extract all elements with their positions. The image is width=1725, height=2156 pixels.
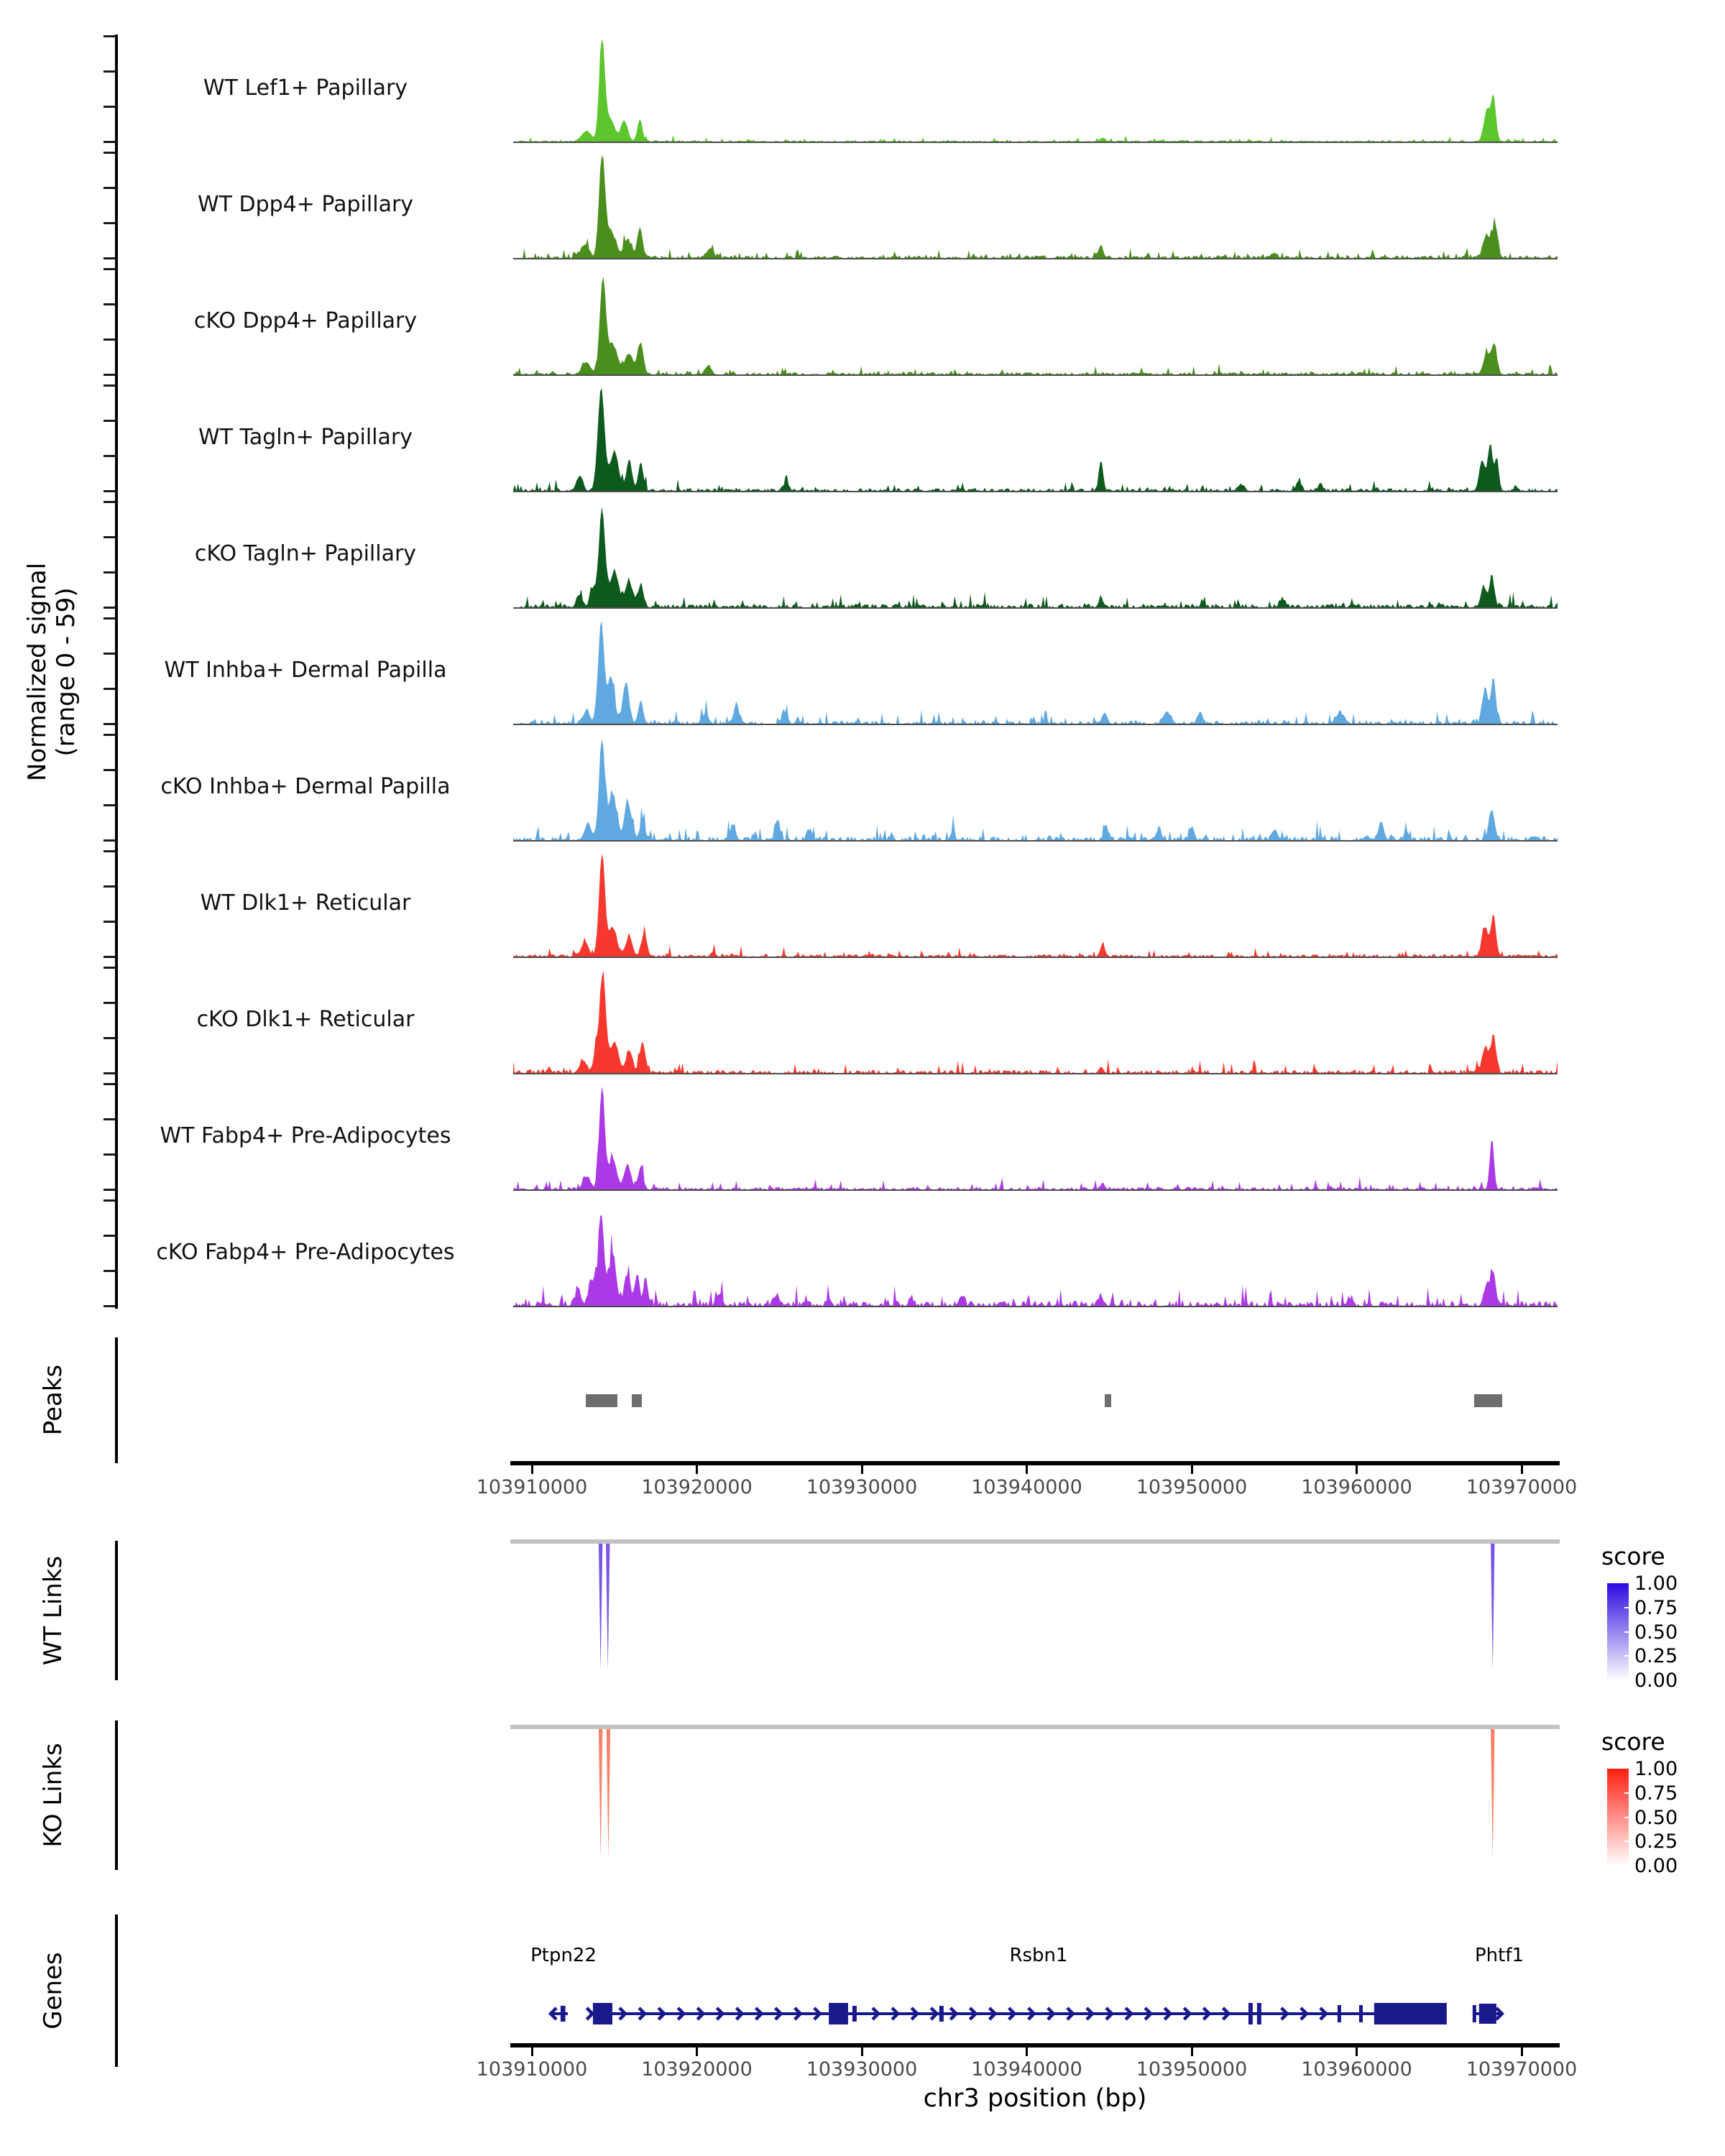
y-axis-tick <box>104 839 116 842</box>
y-axis-tick <box>104 688 116 690</box>
genome-tick-label: 103930000 <box>806 2058 918 2081</box>
links-spikes <box>513 1729 1558 1864</box>
y-axis-tick <box>104 303 116 305</box>
track-label: cKO Dpp4+ Papillary <box>193 308 418 333</box>
links-spikes <box>513 1544 1558 1674</box>
genome-axis-tick <box>696 1465 698 1474</box>
y-axis-tick <box>104 187 116 189</box>
y-axis-tick <box>104 1083 116 1085</box>
track-label: WT Lef1+ Papillary <box>203 75 408 101</box>
coverage-track-signal <box>513 1084 1558 1191</box>
y-axis-tick <box>104 1199 116 1202</box>
y-axis-tick <box>104 734 116 736</box>
score-legend-notch <box>1624 1792 1629 1794</box>
peaks-section-label: Peaks <box>39 1364 68 1436</box>
y-axis-tick <box>104 1118 116 1120</box>
genome-tick-label: 103960000 <box>1301 2058 1412 2081</box>
wt-links-axis-bar <box>115 1541 118 1680</box>
track-label: cKO Inhba+ Dermal Papilla <box>160 774 451 799</box>
genome-tick-label: 103950000 <box>1136 1476 1248 1498</box>
genome-tick-label: 103930000 <box>806 1476 918 1498</box>
y-axis-tick <box>104 769 116 771</box>
track-label: cKO Fabp4+ Pre-Adipocytes <box>156 1240 455 1265</box>
score-legend-title: score <box>1601 1542 1665 1570</box>
score-legend-label: 1.00 <box>1634 1758 1678 1780</box>
peak-region <box>1105 1394 1111 1407</box>
y-axis-tick <box>104 384 116 387</box>
score-legend-label: 0.50 <box>1634 1621 1678 1644</box>
genome-axis-tick <box>531 1465 533 1474</box>
y-axis-tick <box>104 1002 116 1004</box>
peak-region <box>632 1394 642 1407</box>
y-axis-tick <box>104 501 116 503</box>
y-axis-tick <box>104 222 116 224</box>
genes-section-label: Genes <box>39 1952 68 2030</box>
y-axis-tick <box>104 967 116 969</box>
genome-tick-label: 103920000 <box>641 2058 753 2081</box>
y-axis-tick <box>104 1072 116 1074</box>
coverage-track-signal <box>513 36 1558 143</box>
y-axis-tick <box>104 70 116 73</box>
track-label: WT Dlk1+ Reticular <box>200 890 411 916</box>
y-axis-tick <box>104 1189 116 1191</box>
y-axis-tick <box>104 956 116 958</box>
y-axis-tick <box>104 804 116 806</box>
score-legend-label: 0.25 <box>1634 1830 1678 1853</box>
y-axis-tick <box>104 1270 116 1272</box>
y-axis-tick <box>104 152 116 154</box>
track-label: WT Dpp4+ Papillary <box>197 192 414 217</box>
coverage-track-signal <box>513 967 1558 1074</box>
gene-name: Phtf1 <box>1474 1945 1524 1966</box>
genome-tick-label: 103910000 <box>476 1476 588 1498</box>
y-axis-tick <box>104 268 116 270</box>
y-axis-tick <box>104 257 116 259</box>
genome-axis-tick <box>1521 1465 1523 1474</box>
y-axis-tick <box>104 106 116 108</box>
track-label: WT Fabp4+ Pre-Adipocytes <box>160 1123 451 1148</box>
coverage-track-signal <box>513 152 1558 259</box>
y-axis-tick <box>104 1153 116 1156</box>
score-legend-label: 0.50 <box>1634 1806 1678 1829</box>
genome-axis-tick <box>1356 1465 1358 1474</box>
genome-tick-label: 103960000 <box>1301 1476 1412 1498</box>
track-label: WT Inhba+ Dermal Papilla <box>164 658 447 683</box>
genes-axis-bar <box>115 1915 118 2067</box>
track-label: WT Tagln+ Papillary <box>198 425 413 450</box>
y-axis-tick <box>104 1037 116 1039</box>
gene-name: Ptpn22 <box>530 1945 597 1966</box>
coverage-track-signal <box>513 1200 1558 1307</box>
y-axis-tick <box>104 571 116 573</box>
gene-name: Rsbn1 <box>1009 1945 1068 1966</box>
peak-region <box>586 1394 617 1407</box>
y-axis-tick <box>104 1305 116 1307</box>
score-legend-notch <box>1624 1655 1629 1657</box>
score-legend-notch <box>1624 1607 1629 1608</box>
genome-axis-tick <box>1191 1465 1193 1474</box>
coverage-track-signal <box>513 851 1558 958</box>
y-axis-tick <box>104 455 116 457</box>
score-legend-label: 0.25 <box>1634 1645 1678 1668</box>
genome-axis-line <box>510 1461 1560 1465</box>
score-legend-label: 0.00 <box>1634 1855 1678 1877</box>
score-legend-label: 0.00 <box>1634 1669 1678 1692</box>
genome-tick-label: 103940000 <box>971 1476 1082 1498</box>
y-axis-tick <box>104 374 116 376</box>
score-legend-notch <box>1624 1631 1629 1633</box>
score-legend-title: score <box>1601 1728 1665 1756</box>
coverage-track-signal <box>513 385 1558 492</box>
y-axis-tick <box>104 536 116 538</box>
track-label: cKO Tagln+ Papillary <box>194 541 417 566</box>
y-axis-tick <box>104 723 116 725</box>
y-axis-tick <box>104 420 116 422</box>
genome-tick-label: 103920000 <box>641 1476 753 1498</box>
genome-tick-label: 103970000 <box>1466 1476 1578 1498</box>
x-axis-title: chr3 position (bp) <box>923 2084 1147 2113</box>
gene-models <box>503 1991 1596 2057</box>
score-legend-label: 0.75 <box>1634 1782 1678 1805</box>
genome-tick-label: 103940000 <box>971 2058 1082 2081</box>
score-legend-notch <box>1624 1841 1629 1842</box>
y-axis-tick <box>104 338 116 341</box>
score-legend-label: 1.00 <box>1634 1572 1678 1595</box>
y-axis-tick <box>104 617 116 619</box>
y-axis-tick <box>104 921 116 923</box>
ko-links-axis-bar <box>115 1720 118 1870</box>
genome-axis-tick <box>861 1465 863 1474</box>
score-legend-notch <box>1624 1817 1629 1818</box>
coverage-track-signal <box>513 269 1558 376</box>
wt-links-section-label: WT Links <box>39 1555 68 1666</box>
coverage-track-signal <box>513 734 1558 842</box>
track-label: cKO Dlk1+ Reticular <box>196 1007 415 1032</box>
genome-tick-label: 103970000 <box>1466 2058 1578 2081</box>
y-axis-tick <box>104 1235 116 1237</box>
y-axis-label-line2: (range 0 - 59) <box>52 587 80 757</box>
genome-tick-label: 103910000 <box>476 2058 588 2081</box>
genome-axis-tick <box>1026 1465 1028 1474</box>
coverage-track-signal <box>513 618 1558 725</box>
y-axis-tick <box>104 653 116 655</box>
ko-links-section-label: KO Links <box>39 1743 68 1848</box>
genome-tick-label: 103950000 <box>1136 2058 1248 2081</box>
y-axis-label-line1: Normalized signal <box>23 562 52 782</box>
peak-region <box>1474 1394 1502 1407</box>
y-axis-tick <box>104 490 116 492</box>
y-axis-tick <box>104 607 116 609</box>
y-axis-tick <box>104 850 116 852</box>
coverage-track-signal <box>513 502 1558 609</box>
y-axis-tick <box>104 141 116 143</box>
peaks-axis-bar <box>115 1337 118 1463</box>
y-axis-tick <box>104 885 116 888</box>
score-legend-label: 0.75 <box>1634 1596 1678 1619</box>
y-axis-tick <box>104 35 116 37</box>
